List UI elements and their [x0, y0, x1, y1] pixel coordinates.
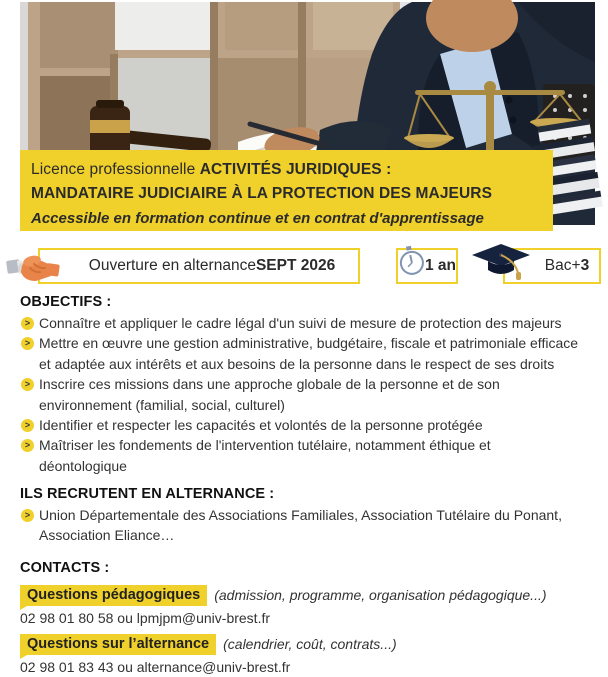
recruiters-section	[20, 484, 602, 546]
objective-text: Inscrire ces missions dans une approche globale de la personne et de son	[39, 376, 500, 393]
list-item	[20, 313, 602, 333]
chevron-bullet-icon	[21, 439, 34, 452]
objective-text: déontologique	[39, 457, 127, 474]
recruiters-heading: ILS RECRUTENT EN ALTERNANCE :	[20, 486, 275, 502]
chevron-bullet-icon	[21, 337, 34, 350]
graduation-cap-icon	[471, 241, 531, 283]
stopwatch-icon	[398, 245, 425, 278]
chevron-bullet-icon	[21, 378, 34, 391]
list-item	[20, 374, 602, 415]
objective-text: Connaître et appliquer le cadre légal d'un suivi de mesure de protection des majeurs	[39, 315, 562, 331]
pedagogy-phone-email: 02 98 01 80 58 ou lpmjpm@univ-brest.fr	[20, 610, 271, 626]
alternance-phone-email: 02 98 01 83 43 ou alternance@univ-brest.fr	[20, 659, 291, 675]
duration-badge-text: 1 an	[425, 257, 457, 274]
opening-badge	[38, 248, 360, 284]
alternance-contact-row	[20, 633, 602, 655]
chevron-bullet-icon	[21, 317, 34, 330]
level-badge-number: 3	[580, 257, 590, 274]
alternance-topic-highlight: Questions sur l’alternance	[20, 634, 216, 655]
contacts-section	[20, 558, 602, 677]
list-item	[20, 435, 602, 476]
objectives-section	[20, 292, 602, 476]
level-badge-text: Bac+	[544, 257, 581, 274]
program-title-prefix: Licence professionnelle	[31, 161, 200, 178]
program-title-specialty: ACTIVITÉS JURIDIQUES :	[199, 161, 392, 178]
pedagogy-topic-detail: (admission, programme, organisation pédagogique...)	[214, 587, 547, 603]
recruiter-text: Union Départementale des Associations Familiales, Association Tutélaire du Ponant,	[39, 507, 562, 523]
objective-text: environnement (familial, social, culturel)	[39, 396, 285, 413]
list-item	[20, 415, 602, 435]
list-item	[20, 505, 602, 546]
pedagogy-topic-highlight: Questions pédagogiques	[20, 585, 207, 606]
list-item	[20, 333, 602, 374]
pedagogy-contact-row	[20, 584, 602, 606]
chevron-bullet-icon	[21, 509, 34, 522]
objectives-heading: OBJECTIFS :	[20, 294, 112, 310]
program-subtitle: Accessible en formation continue et en contrat d'apprentissage	[31, 210, 484, 227]
title-block	[20, 150, 553, 231]
objective-text: Maîtriser les fondements de l'intervention tutélaire, notamment éthique et	[39, 437, 491, 454]
handshake-icon	[6, 246, 60, 286]
objective-text: Mettre en œuvre une gestion administrative, budgétaire, fiscale et patrimoniale efficace	[39, 335, 579, 352]
opening-badge-text: Ouverture en alternance	[88, 257, 256, 274]
objective-text: et adaptée aux intérêts et aux besoins de la personne dans le respect de ses droits	[39, 355, 555, 372]
chevron-bullet-icon	[21, 419, 34, 432]
program-title-line1	[31, 158, 553, 182]
alternance-topic-detail: (calendrier, coût, contrats...)	[223, 636, 397, 652]
opening-badge-date: SEPT 2026	[255, 257, 336, 274]
program-title-line2: MANDATAIRE JUDICIAIRE À LA PROTECTION DES MAJEURS	[31, 185, 493, 202]
contacts-heading: CONTACTS :	[20, 560, 110, 576]
recruiter-text: Association Eliance…	[39, 527, 175, 544]
objective-text: Identifier et respecter les capacités et volontés de la personne protégée	[39, 417, 483, 434]
